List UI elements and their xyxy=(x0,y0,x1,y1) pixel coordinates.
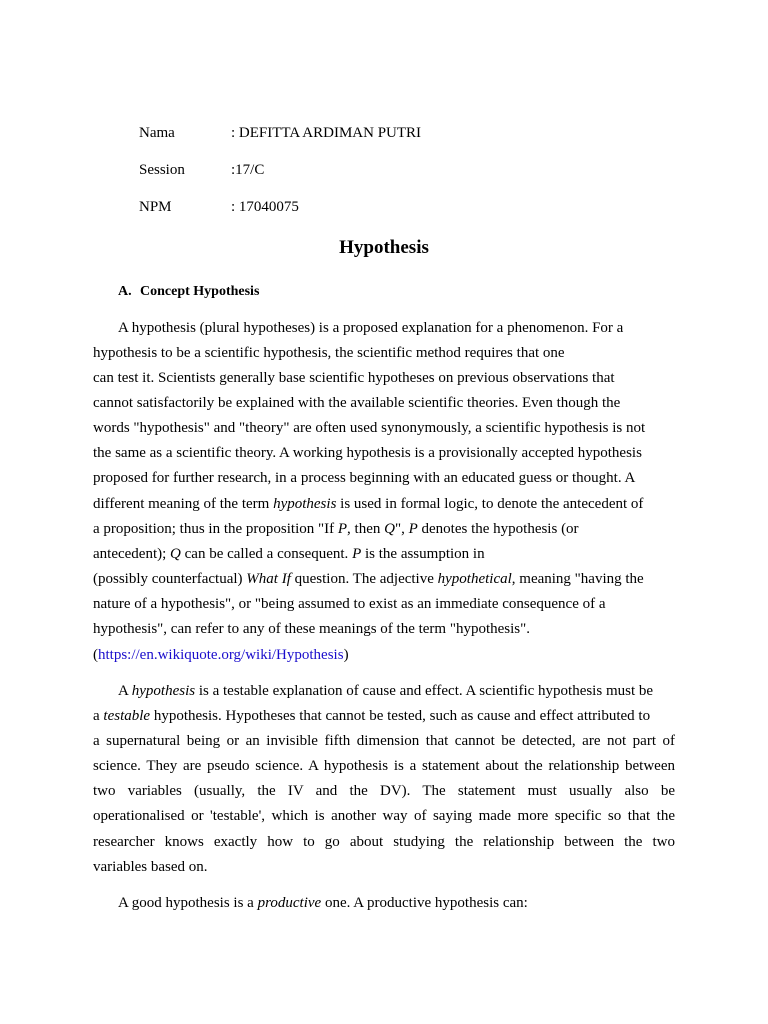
para3-line1 xyxy=(118,893,528,913)
text-run: question. The adjective xyxy=(290,571,438,587)
para1-line6: the same as a scientific theory. A working hypothesis is a provisionally accepted hypothesis xyxy=(93,445,642,461)
text-run: a proposition; thus in the proposition "If xyxy=(93,521,338,537)
text-run: denotes the hypothesis (or xyxy=(417,521,579,537)
italic-term: Q xyxy=(384,521,395,537)
para2-line3: a supernatural being or an invisible fifth dimension that cannot be detected, are not part of xyxy=(93,733,675,749)
section-heading xyxy=(118,282,259,302)
italic-term: testable xyxy=(103,708,151,724)
text-run: , then xyxy=(347,521,385,537)
para2-line2 xyxy=(93,706,650,726)
para1-line5: words "hypothesis" and "theory" are often used synonymously, a scientific hypothesis is not xyxy=(93,420,646,436)
para2-line1 xyxy=(118,681,653,701)
text-run: antecedent); xyxy=(93,546,171,562)
text-run: ( xyxy=(93,647,98,663)
italic-term: productive xyxy=(257,895,322,911)
section-heading-text: Concept Hypothesis xyxy=(140,284,260,299)
para1-line14 xyxy=(93,645,349,665)
para1-line1: A hypothesis (plural hypotheses) is a proposed explanation for a phenomenon. For a xyxy=(118,320,624,336)
text-run: is used in formal logic, to denote the antecedent of xyxy=(336,496,644,512)
para1-line10 xyxy=(93,544,485,564)
session-value: :17/C xyxy=(231,162,265,178)
para2-line5: two variables (usually, the IV and the DV). The statement must usually also be xyxy=(93,783,675,799)
name-value: : DEFITTA ARDIMAN PUTRI xyxy=(231,125,422,141)
para1-line9 xyxy=(93,519,579,539)
italic-term: P xyxy=(408,521,418,537)
para1-line3: can test it. Scientists generally base scientific hypotheses on previous observations that xyxy=(93,370,615,386)
para1-line7: proposed for further research, in a process beginning with an educated guess or thought. A xyxy=(93,470,636,486)
text-run: a xyxy=(93,708,104,724)
text-run: A xyxy=(118,683,132,699)
para2-line8: variables based on. xyxy=(93,859,208,875)
italic-term: What If xyxy=(246,571,291,587)
para1-line11 xyxy=(93,569,644,589)
text-run: hypothesis. Hypotheses that cannot be tested, such as cause and effect attributed to xyxy=(150,708,651,724)
para2-line6: operationalised or 'testable', which is another way of saying made more specific so that the xyxy=(93,808,675,824)
italic-term: hypothetical xyxy=(437,571,512,587)
text-run: A good hypothesis is a xyxy=(118,895,258,911)
text-run: is the assumption in xyxy=(361,546,485,562)
para2-line7: researcher knows exactly how to go about studying the relationship between the two xyxy=(93,834,675,850)
para1-line12: nature of a hypothesis", or "being assumed to exist as an immediate consequence of a xyxy=(93,596,606,612)
para2-line4: science. They are pseudo science. A hypothesis is a statement about the relationship between xyxy=(93,758,675,774)
text-run: , meaning "having the xyxy=(511,571,644,587)
italic-term: P xyxy=(352,546,362,562)
para1-line2: hypothesis to be a scientific hypothesis, the scientific method requires that one xyxy=(93,345,565,361)
italic-term: hypothesis xyxy=(131,683,196,699)
text-run: (possibly counterfactual) xyxy=(93,571,247,587)
name-label: Nama xyxy=(139,125,175,141)
text-run: is a testable explanation of cause and effect. A scientific hypothesis must be xyxy=(195,683,654,699)
text-run: can be called a consequent. xyxy=(180,546,353,562)
para1-line13: hypothesis", can refer to any of these meanings of the term "hypothesis". xyxy=(93,621,531,637)
section-letter: A. xyxy=(118,284,132,299)
wikiquote-link[interactable]: https://en.wikiquote.org/wiki/Hypothesis xyxy=(98,647,344,663)
session-label: Session xyxy=(139,162,185,178)
text-run: ", xyxy=(394,521,409,537)
npm-value: : 17040075 xyxy=(231,199,299,215)
text-run: different meaning of the term xyxy=(93,496,274,512)
text-run: one. A productive hypothesis can: xyxy=(321,895,528,911)
italic-term: P xyxy=(337,521,348,537)
para1-line4: cannot satisfactorily be explained with the available scientific theories. Even though the xyxy=(93,395,621,411)
page-title: Hypothesis xyxy=(339,237,429,258)
text-run: ) xyxy=(343,647,349,663)
para1-line8 xyxy=(93,494,643,514)
npm-label: NPM xyxy=(139,199,172,215)
italic-term: hypothesis xyxy=(273,496,337,512)
italic-term: Q xyxy=(170,546,181,562)
